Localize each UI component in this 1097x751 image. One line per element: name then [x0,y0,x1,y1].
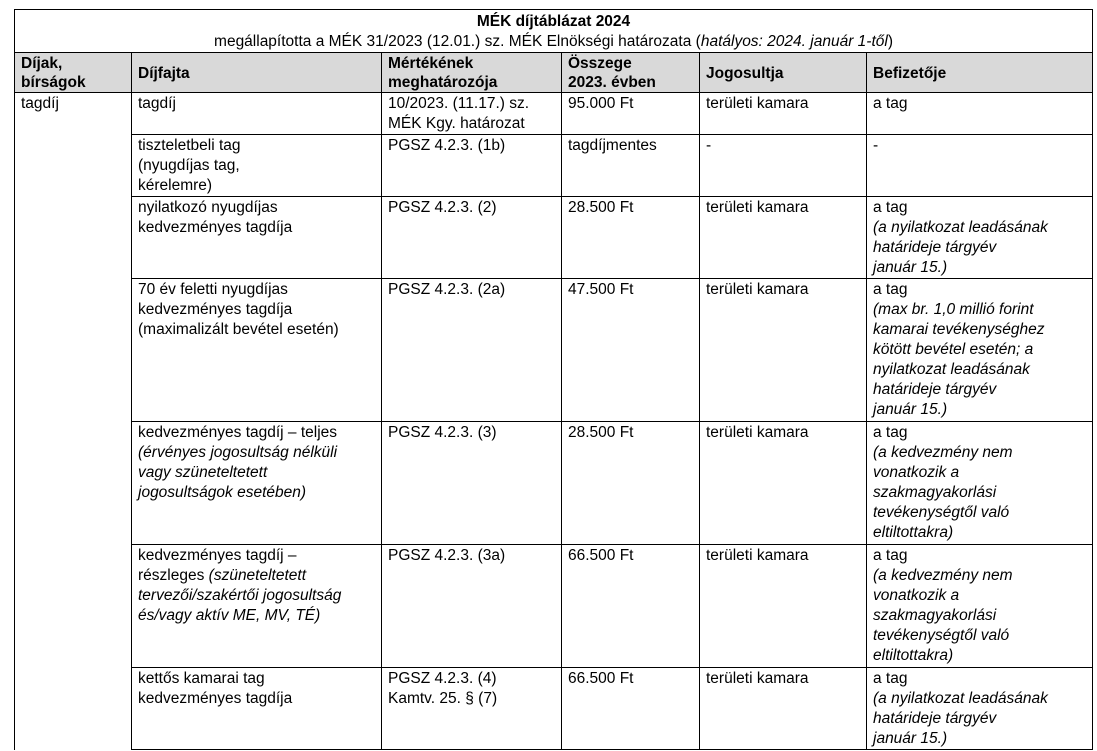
fee-type-cell: 70 év feletti nyugdíjas kedvezményes tagdíja (maximalizált bevétel esetén) [132,279,382,422]
amount-cell: 47.500 Ft [562,279,700,422]
table-subtitle: megállapította a MÉK 31/2023 (12.01.) sz. MÉK Elnökségi határozata (hatályos: 2024. január 1-től) [214,33,893,50]
table-row [15,422,1093,545]
table-row [15,135,1093,197]
payer-cell: a tag (a nyilatkozat leadásának határideje tárgyév január 15.) [867,197,1093,279]
beneficiary-cell: területi kamara [700,197,867,279]
payer-cell: - [867,135,1093,197]
basis-cell: PGSZ 4.2.3. (2a) [382,279,562,422]
beneficiary-cell: területi kamara [700,93,867,135]
category-cell: tagdíj [15,93,132,750]
header-beneficiary: Jogosultja [700,53,867,93]
basis-cell: PGSZ 4.2.3. (1b) [382,135,562,197]
beneficiary-cell: területi kamara [700,545,867,668]
basis-cell: PGSZ 4.2.3. (2) [382,197,562,279]
fee-type-cell: tagdíj [132,93,382,135]
basis-cell: PGSZ 4.2.3. (3) [382,422,562,545]
basis-cell: PGSZ 4.2.3. (4) Kamtv. 25. § (7) [382,668,562,750]
basis-cell: 10/2023. (11.17.) sz. MÉK Kgy. határozat [382,93,562,135]
fee-type-cell: kedvezményes tagdíj – részleges (szüneteltetett tervezői/szakértői jogosultság és/vagy aktív ME, MV, TÉ) [132,545,382,668]
table-row [15,668,1093,750]
fee-type-cell: nyilatkozó nyugdíjas kedvezményes tagdíja [132,197,382,279]
header-row [15,53,1093,93]
amount-cell: 66.500 Ft [562,668,700,750]
beneficiary-cell: területi kamara [700,279,867,422]
beneficiary-cell: - [700,135,867,197]
table-title-cell [15,10,1093,53]
header-amount: Összege 2023. évben [562,53,700,93]
basis-cell: PGSZ 4.2.3. (3a) [382,545,562,668]
fee-type-cell: kedvezményes tagdíj – teljes (érvényes jogosultság nélküli vagy szüneteltetett jogosultságok esetében) [132,422,382,545]
fee-type-cell: kettős kamarai tag kedvezményes tagdíja [132,668,382,750]
payer-cell: a tag (a kedvezmény nem vonatkozik a szakmagyakorlási tevékenységtől való eltiltottakra) [867,545,1093,668]
table-row [15,197,1093,279]
beneficiary-cell: területi kamara [700,668,867,750]
amount-cell: 95.000 Ft [562,93,700,135]
amount-cell: 66.500 Ft [562,545,700,668]
payer-cell: a tag (a kedvezmény nem vonatkozik a szakmagyakorlási tevékenységtől való eltiltottakra) [867,422,1093,545]
fee-table [14,9,1093,750]
amount-cell: 28.500 Ft [562,197,700,279]
fee-type-cell: tiszteletbeli tag (nyugdíjas tag, kérelemre) [132,135,382,197]
table-title: MÉK díjtáblázat 2024 [476,13,631,30]
table-row [15,93,1093,135]
beneficiary-cell: területi kamara [700,422,867,545]
amount-cell: 28.500 Ft [562,422,700,545]
payer-cell: a tag (a nyilatkozat leadásának határideje tárgyév január 15.) [867,668,1093,750]
header-fee-type: Díjfajta [132,53,382,93]
payer-cell: a tag [867,93,1093,135]
table-row [15,279,1093,422]
header-payer: Befizetője [867,53,1093,93]
table-row [15,545,1093,668]
header-fees-fines: Díjak, bírságok [15,53,132,93]
header-basis: Mértékének meghatározója [382,53,562,93]
amount-cell: tagdíjmentes [562,135,700,197]
payer-cell: a tag (max br. 1,0 millió forint kamarai tevékenységhez kötött bevétel esetén; a nyilatkozat leadásának határideje tárgyév január 15.) [867,279,1093,422]
